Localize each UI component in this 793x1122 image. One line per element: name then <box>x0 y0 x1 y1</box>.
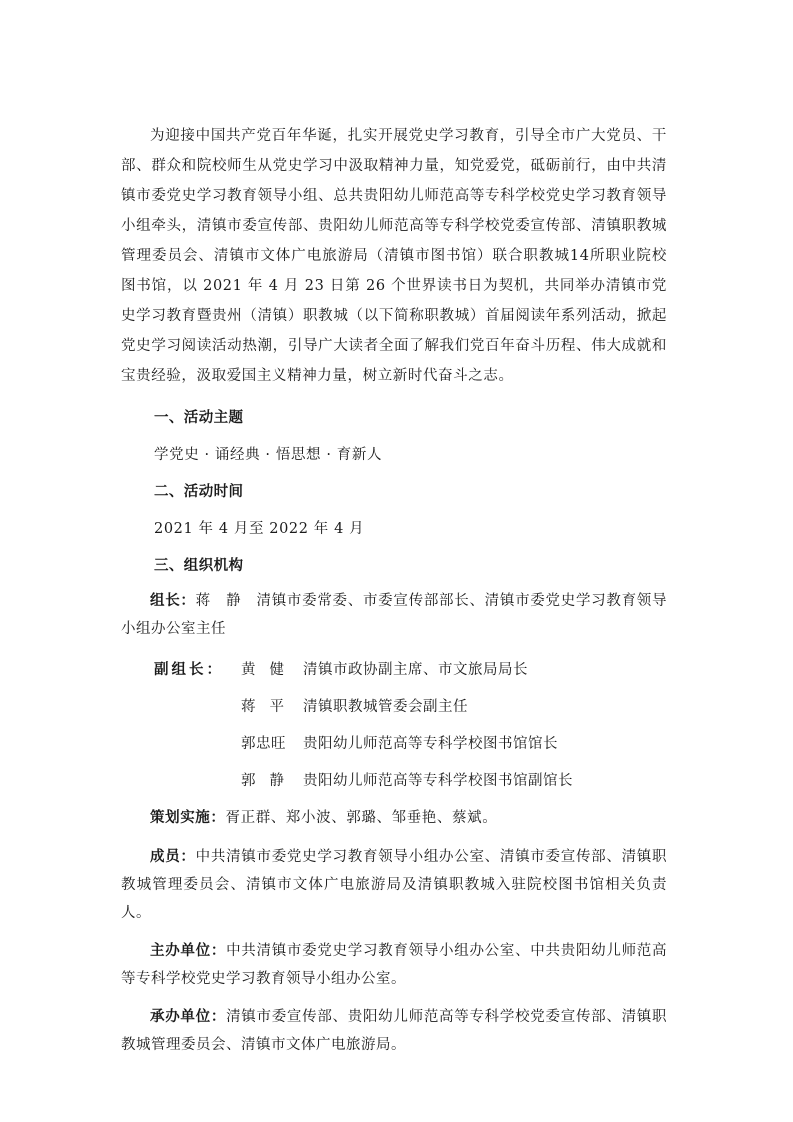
deputy-role: 清镇市政协副主席、市文旅局局长 <box>303 662 528 678</box>
section-heading-theme: 一、活动主题 <box>154 410 244 426</box>
section-heading-time: 二、活动时间 <box>154 484 244 500</box>
section-heading-organization: 三、组织机构 <box>154 558 244 574</box>
intro-paragraph: 为迎接中国共产党百年华诞，扎实开展党史学习教育，引导全市广大党员、干部、群众和院校师生从党史学习中汲取精神力量，知党爱党，砥砺前行，由中共清镇市委党史学习教育领导小组、总共贵阳幼儿师范高等专科学校党史学习教育领导小组牵头，清镇市委宣传部、贵阳幼儿师范高等专科学校党委宣传部、清镇职教城管理委员会、清镇市文体广电旅游局（清镇市图书馆）联合职教城14所职业院校图书馆，以 2021 年 4 月 23 日第 26 个世界读书日为契机，共同举办清镇市党史学习教育暨贵州（清镇）职教城（以下简称职教城）首届阅读年系列活动，掀起党史学习阅读活动热潮，引导广大读者全面了解我们党百年奋斗历程、伟大成就和宝贵经验，汲取爱国主义精神力量，树立新时代奋斗之志。 <box>121 128 667 384</box>
organizer-text: 清镇市委宣传部、贵阳幼儿师范高等专科学校党委宣传部、清镇职教城管理委员会、清镇市文体广电旅游局。 <box>121 1009 667 1053</box>
organizer-entry <box>121 1003 667 1059</box>
deputy-role: 贵阳幼儿师范高等专科学校图书馆副馆长 <box>303 773 573 789</box>
organizer-label: 承办单位： <box>150 1009 227 1025</box>
planning-entry <box>121 808 667 828</box>
planning-text: 胥正群、郑小波、郭璐、邹垂艳、蔡斌。 <box>225 810 498 826</box>
time-text: 2021 年 4 月至 2022 年 4 月 <box>154 521 365 537</box>
leader-label: 组长： <box>150 593 196 609</box>
deputy-row <box>121 734 667 771</box>
deputy-row <box>121 697 667 734</box>
theme-text: 学党史 · 诵经典 · 悟思想 · 育新人 <box>154 447 383 463</box>
leader-entry <box>121 587 667 643</box>
deputy-name: 蒋平 <box>241 699 298 715</box>
leader-text: 蒋 静 清镇市委常委、市委宣传部部长、清镇市委党史学习教育领导小组办公室主任 <box>121 593 668 637</box>
deputy-name: 郭静 <box>241 773 298 789</box>
host-text: 中共清镇市委党史学习教育领导小组办公室、中共贵阳幼儿师范高等专科学校党史学习教育领导小组办公室。 <box>121 943 667 987</box>
planning-label: 策划实施： <box>150 810 226 826</box>
deputy-role: 清镇职教城管委会副主任 <box>303 699 468 715</box>
members-entry <box>121 843 667 927</box>
deputy-label: 副组长： <box>154 662 224 678</box>
host-entry <box>121 937 667 993</box>
deputy-row <box>121 660 667 697</box>
host-label: 主办单位： <box>150 943 227 959</box>
deputy-name: 郭忠旺 <box>241 736 286 752</box>
deputy-name: 黄健 <box>241 662 298 678</box>
deputy-row <box>121 771 667 808</box>
members-text: 中共清镇市委党史学习教育领导小组办公室、清镇市委宣传部、清镇职教城管理委员会、清镇市文体广电旅游局及清镇职教城入驻院校图书馆相关负责人。 <box>121 849 668 921</box>
deputy-role: 贵阳幼儿师范高等专科学校图书馆馆长 <box>303 736 558 752</box>
members-label: 成员： <box>150 849 196 865</box>
document-body <box>121 121 667 1059</box>
